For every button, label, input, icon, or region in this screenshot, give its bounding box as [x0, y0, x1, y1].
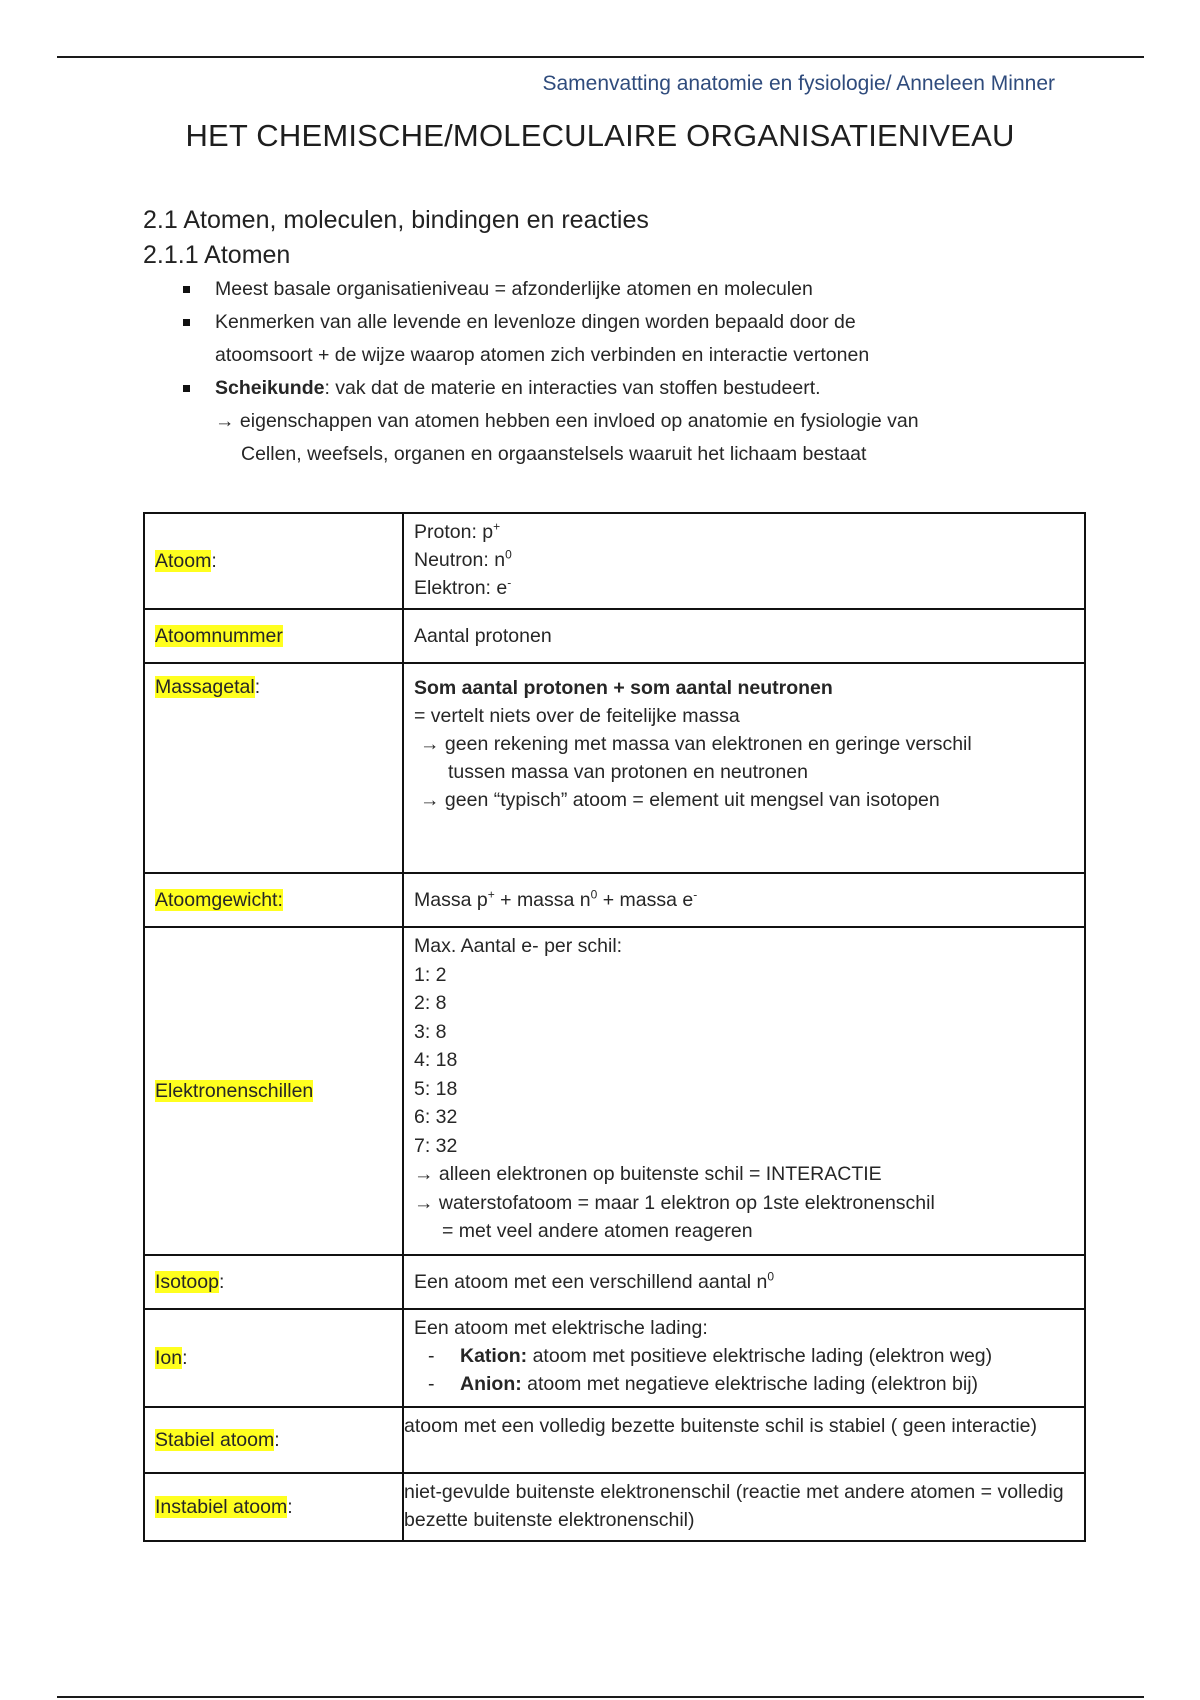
shell-item: 2: 8	[414, 992, 447, 1014]
definition-cell: Aantal protonen	[403, 609, 1085, 663]
term-cell: Ion:	[144, 1309, 403, 1407]
definition-cell: Som aantal protonen + som aantal neutronen = vertelt niets over de feitelijke massa → geen rekening met massa van elektronen en geringe verschil tussen massa van protonen en neutronen → geen “typisch” atoom = element uit mengsel van isotopen	[403, 663, 1085, 873]
shell-item: 7: 32	[414, 1134, 458, 1157]
definition-cell: Een atoom met elektrische lading: - Kation: atoom met positieve elektrische lading (elektron weg) - Anion: atoom met negatieve elektrische lading (elektron bij)	[403, 1309, 1085, 1407]
definition-cell: Proton: p+ Neutron: $n^0$ Elektron: e-	[403, 513, 1085, 609]
bottom-rule	[57, 1696, 1144, 1698]
table-row	[144, 513, 1085, 609]
shell-item: 5: 18	[414, 1077, 458, 1100]
bullet-item: Kenmerken van alle levende en levenloze dingen worden bepaald door de atoomsoort + de wijze waarop atomen zich verbinden en interactie vertonen	[180, 306, 1080, 372]
bullet-list	[180, 273, 1080, 471]
bullet-item: Scheikunde: vak dat de materie en interacties van stoffen bestudeert. → eigenschappen van atomen hebben een invloed op anatomie en fysiologie van Cellen, weefsels, organen en orgaanstelsels waaruit het lichaam bestaat	[180, 372, 1080, 471]
running-header: Samenvatting anatomie en fysiologie/ Anneleen Minner	[542, 72, 1055, 95]
term-cell: Atoom:	[144, 513, 403, 609]
definition-cell: Massa p+ + massa $n^0$ + massa e-	[403, 873, 1085, 927]
term-cell: Massagetal:	[144, 663, 403, 873]
bold-term: Scheikunde	[215, 377, 325, 399]
table-row	[144, 663, 1085, 873]
square-bullet-icon	[183, 286, 190, 293]
list-item: - Anion: atoom met negatieve elektrische lading (elektron bij)	[428, 1373, 979, 1395]
shell-item: 6: 32	[414, 1106, 458, 1128]
square-bullet-icon	[183, 319, 190, 326]
section-heading-2-1: 2.1 Atomen, moleculen, bindingen en reacties	[143, 206, 649, 234]
bullet-item: Meest basale organisatieniveau = afzonderlijke atomen en moleculen	[180, 273, 1080, 306]
list-item: - Kation: atoom met positieve elektrische lading (elektron weg)	[428, 1345, 993, 1367]
table-row	[144, 1255, 1085, 1309]
section-heading-2-1-1: 2.1.1 Atomen	[143, 241, 291, 269]
shell-item: 1: 2	[414, 963, 447, 986]
definition-cell: Een atoom met een verschillend aantal $n^0$	[403, 1255, 1085, 1309]
shell-item: 3: 8	[414, 1020, 447, 1043]
square-bullet-icon	[183, 385, 190, 392]
definition-cell: niet-gevulde buitenste elektronenschil (reactie met andere atomen = volledig bezette buitenste elektronenschil)	[403, 1473, 1085, 1541]
term-cell: Elektronenschillen	[144, 927, 403, 1255]
table-row	[144, 873, 1085, 927]
term-cell: Instabiel atoom:	[144, 1473, 403, 1541]
table-row	[144, 927, 1085, 1255]
definition-cell: Max. Aantal e- per schil: 1: 2 2: 8 3: 8 4: 18 5: 18 6: 32 7: 32 → alleen elektronen op buitenste schil = INTERACTIE → waterstofatoom = maar 1 elektron op 1ste elektronenschil = met veel andere atomen reageren	[403, 927, 1085, 1255]
table-row	[144, 609, 1085, 663]
definition-cell: atoom met een volledig bezette buitenste schil is stabiel ( geen interactie)	[403, 1407, 1085, 1473]
table-row	[144, 1407, 1085, 1473]
table-row	[144, 1473, 1085, 1541]
term-cell: Isotoop:	[144, 1255, 403, 1309]
page-title: HET CHEMISCHE/MOLECULAIRE ORGANISATIENIVEAU	[185, 118, 1015, 153]
shell-item: 4: 18	[414, 1049, 458, 1071]
term-cell: Stabiel atoom:	[144, 1407, 403, 1473]
table-row	[144, 1309, 1085, 1407]
term-cell: Atoomnummer	[144, 609, 403, 663]
term-cell: Atoomgewicht:	[144, 873, 403, 927]
top-rule	[57, 56, 1144, 58]
atom-table	[143, 512, 1086, 1542]
